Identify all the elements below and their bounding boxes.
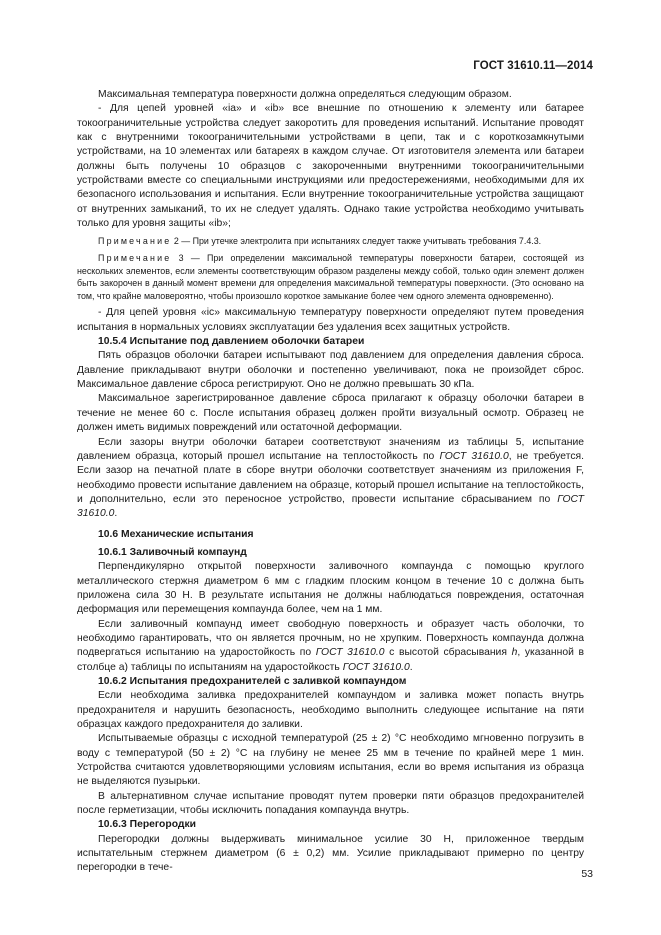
paragraph: Пять образцов оболочки батареи испытывают под давлением для определения давления сброса. Давление прикладывают внутри оболочки и постепенно увеличивают, пока не произойдет сброс. Максимальное давление сброса регистрируют. Оно не должно превышать 30 кПа. bbox=[77, 350, 584, 391]
section-heading-10-6: 10.6 Механические испытания bbox=[98, 528, 254, 540]
document-header: ГОСТ 31610.11—2014 bbox=[473, 60, 593, 72]
text-run: . bbox=[114, 508, 118, 520]
paragraph: Перегородки должны выдерживать минимальное усилие 30 Н, приложенное твердым испытательным стержнем диаметром (6 ± 0,2) мм. Усилие прикладывают примерно по центру перегородки в тече- bbox=[77, 833, 584, 874]
note-label: Примечание bbox=[98, 253, 172, 264]
paragraph bbox=[77, 436, 584, 522]
paragraph: Если необходима заливка предохранителей компаундом и заливка может попасть внутрь предохранителя и нарушить безопасность, необходимо выполнить следующее испытание на пяти образцах каждого предохранителя до заливки. bbox=[77, 690, 584, 731]
paragraph: Максимальная температура поверхности должна определяться следующим образом. bbox=[98, 89, 512, 100]
paragraph: Испытываемые образцы с исходной температурой (25 ± 2) °С необходимо мгновенно погрузить в воду с температурой (50 ± 2) °С на глубину не менее 25 мм в течение по крайней мере 1 мин. Устройства считаются удовлетворяющими условиям испытания, если во время испытания из образца не выделяются пузырьки. bbox=[77, 733, 584, 788]
note-label: Примечание bbox=[98, 236, 172, 247]
text-run: . bbox=[409, 661, 413, 673]
paragraph: Перпендикулярно открытой поверхности заливочного компаунда с помощью круглого металлического стержня диаметром 6 мм с гладким плоским концом в течение 10 с должна быть приложена сила 30 Н. В результате испытания не должны наблюдаться повреждения, остаточная деформация или перемещения компаунда более, чем на 1 мм. bbox=[77, 561, 584, 616]
note-3 bbox=[77, 252, 584, 302]
page-number: 53 bbox=[581, 868, 593, 880]
section-heading-10-6-2: 10.6.2 Испытания предохранителей с заливкой компаундом bbox=[98, 676, 407, 687]
text-run: Если заливочный компаунд имеет свободную поверхность и образует часть оболочки, то необходимо гарантировать, что он является прочным, но не хрупким. Поверхность компаунда должна подвергаться испытанию на ударостойкость по bbox=[77, 618, 584, 659]
paragraph: - Для цепей уровня «ic» максимальную температуру поверхности определяют путем проведения испытания в нормальных условиях эксплуатации без удаления всех защитных устройств. bbox=[77, 307, 584, 333]
section-heading-10-6-1: 10.6.1 Заливочный компаунд bbox=[98, 546, 247, 558]
paragraph: - Для цепей уровней «ia» и «ib» все внешние по отношению к элементу или батарее токоограничительные устройства следует закоротить для проведения испытаний. Испытание проводят как с внутренними токоограничительными устройствами в цепи, так и с короткозамкнутыми устройствами, на 10 элементах или батареях в каждом случае. От изготовителя элемента или батареи должны быть получены 10 образцов с закороченными внутренними токоограничительными устройствами вместе со специальными инструкциями или предостережениями, необходимыми для их безопасного использования и испытания. Если внутренние токоограничительные устройства защищают от внутренних замыканий, то их не следует удалять. Однако такие устройства необходимо учитывать только для уровня защиты «ib»; bbox=[77, 103, 584, 230]
note-text: 2 — При утечке электролита при испытаниях следует также учитывать требования 7.4.3. bbox=[171, 236, 542, 247]
standard-reference: ГОСТ 31610.0 bbox=[439, 450, 509, 462]
note-text: 3 — При определении максимальной температуры поверхности батареи, состоящей из нескольких элементов, если элементы соответствующим образом разделены между собой, только один элемент должен быть закорочен в данный момент времени для определения максимальной температуры поверхности. (Это основано на том, что крайне маловероятно, чтобы произошло короткое замыкание более чем одного элемента одновременно). bbox=[77, 253, 584, 301]
section-heading-10-5-4: 10.5.4 Испытание под давлением оболочки батареи bbox=[98, 336, 365, 348]
standard-reference: ГОСТ 31610.0 bbox=[315, 647, 385, 659]
standard-reference: ГОСТ 31610.0 bbox=[342, 661, 410, 673]
text-run: с высотой сбрасывания bbox=[384, 647, 512, 659]
paragraph bbox=[77, 618, 584, 675]
section-heading-10-6-3: 10.6.3 Перегородки bbox=[98, 819, 196, 831]
text-run: , не требуется. Если зазор на печатной плате в сборе внутри оболочки соответствует значениям из приложения F, необходимо провести испытание давлением на образце, который прошел испытание на теплостойкость, и дополнительно, если это переносное устройство, провести испытание сбрасыванием по bbox=[77, 450, 584, 505]
standard-reference: ГОСТ 31610.0 bbox=[77, 493, 584, 520]
note-2 bbox=[77, 235, 584, 248]
document-body bbox=[77, 88, 584, 876]
paragraph: Максимальное зарегистрированное давление сброса прилагают к образцу оболочки батареи в течение не менее 60 с. После испытания образец должен пройти визуальный осмотр. Образец не должен иметь видимых повреждений или остаточной деформации. bbox=[77, 393, 584, 434]
text-run: , указанной в столбце а) таблицы по испытаниям на ударостойкость bbox=[77, 647, 584, 673]
paragraph: В альтернативном случае испытание проводят путем проверки пяти образцов предохранителей после герметизации, чтобы исключить попадания компаунда внутрь. bbox=[77, 790, 584, 817]
text-run: Если зазоры внутри оболочки батареи соответствуют значениям из таблицы 5, испытание давлением образца, который прошел испытание на теплостойкость по bbox=[77, 436, 584, 462]
variable-h: h bbox=[511, 647, 518, 659]
